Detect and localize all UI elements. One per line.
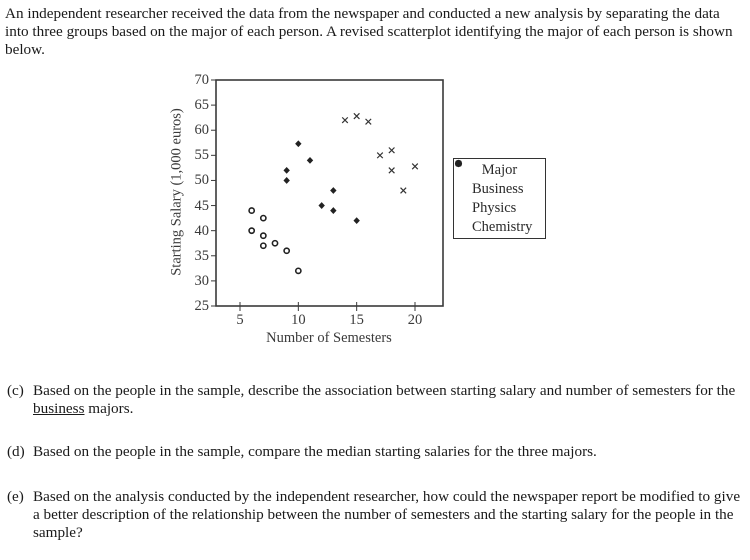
y-tick-label: 65 xyxy=(194,96,209,113)
y-tick-label: 50 xyxy=(194,172,209,189)
data-point-chemistry xyxy=(377,153,383,159)
data-point-chemistry xyxy=(412,164,418,170)
y-tick-label: 45 xyxy=(194,197,209,214)
data-point-physics xyxy=(318,202,324,209)
data-point-business xyxy=(261,233,266,238)
x-tick-label: 5 xyxy=(236,312,244,328)
data-point-chemistry xyxy=(389,148,395,154)
data-point-chemistry xyxy=(342,117,348,123)
question-text-part: majors. xyxy=(84,400,134,417)
data-point-chemistry xyxy=(401,188,407,194)
y-tick-label: 25 xyxy=(194,297,209,314)
plot-frame xyxy=(216,80,443,306)
data-point-chemistry xyxy=(366,119,372,125)
data-point-physics xyxy=(353,217,359,224)
y-tick-label: 55 xyxy=(194,147,209,164)
data-point-business xyxy=(249,208,254,213)
y-tick-label: 60 xyxy=(194,121,209,138)
x-tick-label: 10 xyxy=(291,312,306,328)
data-point-physics xyxy=(330,207,336,214)
question-label: (e) xyxy=(7,488,24,505)
intro-paragraph: An independent researcher received the data from the newspaper and conducted a new analysis by separating the data into three groups based on the major of each person. A revised scatterplot identifying the major of each person is shown below. xyxy=(5,5,733,58)
question-label: (d) xyxy=(7,443,25,460)
y-tick-label: 35 xyxy=(194,247,209,264)
data-point-physics xyxy=(283,167,289,174)
x-axis-title: Number of Semesters xyxy=(266,330,392,346)
legend-label: Business xyxy=(472,181,524,197)
question-text: Based on the analysis conducted by the independent researcher, how could the newspaper report be modified to give a better description of the relationship between the number of semesters and the starting salary for the people in the sample? xyxy=(33,488,741,541)
y-axis-title: Starting Salary (1,000 euros) xyxy=(168,108,185,276)
data-point-physics xyxy=(283,177,289,184)
x-tick-label: 20 xyxy=(407,312,423,328)
question-label: (c) xyxy=(7,382,24,399)
data-point-chemistry xyxy=(354,113,360,119)
y-tick-label: 30 xyxy=(194,272,209,289)
question-d xyxy=(7,443,745,461)
data-point-business xyxy=(261,243,266,248)
y-tick-label: 40 xyxy=(194,222,209,239)
x-tick-label: 15 xyxy=(349,312,364,328)
data-point-physics xyxy=(307,157,313,164)
data-point-physics xyxy=(330,187,336,194)
question-text: Based on the people in the sample, compare the median starting salaries for the three majors. xyxy=(33,443,597,460)
data-point-business xyxy=(249,228,254,233)
data-point-business xyxy=(272,241,277,246)
legend-item-physics xyxy=(454,199,545,218)
question-e xyxy=(7,488,745,542)
y-tick-label: 70 xyxy=(194,71,209,88)
legend-title: Major xyxy=(481,162,518,178)
underlined-word: business xyxy=(33,400,85,417)
data-point-chemistry xyxy=(389,168,395,174)
question-c xyxy=(7,382,745,418)
data-point-business xyxy=(296,268,301,273)
legend xyxy=(453,158,546,239)
legend-label: Physics xyxy=(472,200,517,216)
legend-item-business xyxy=(454,180,545,199)
question-text-part: Based on the people in the sample, describe the association between starting salary and number of semesters for the xyxy=(33,382,736,399)
question-text xyxy=(33,382,745,418)
data-point-business xyxy=(284,248,289,253)
legend-item-chemistry xyxy=(454,218,545,237)
data-point-business xyxy=(261,216,266,221)
legend-label: Chemistry xyxy=(472,219,533,235)
data-point-physics xyxy=(295,140,301,147)
